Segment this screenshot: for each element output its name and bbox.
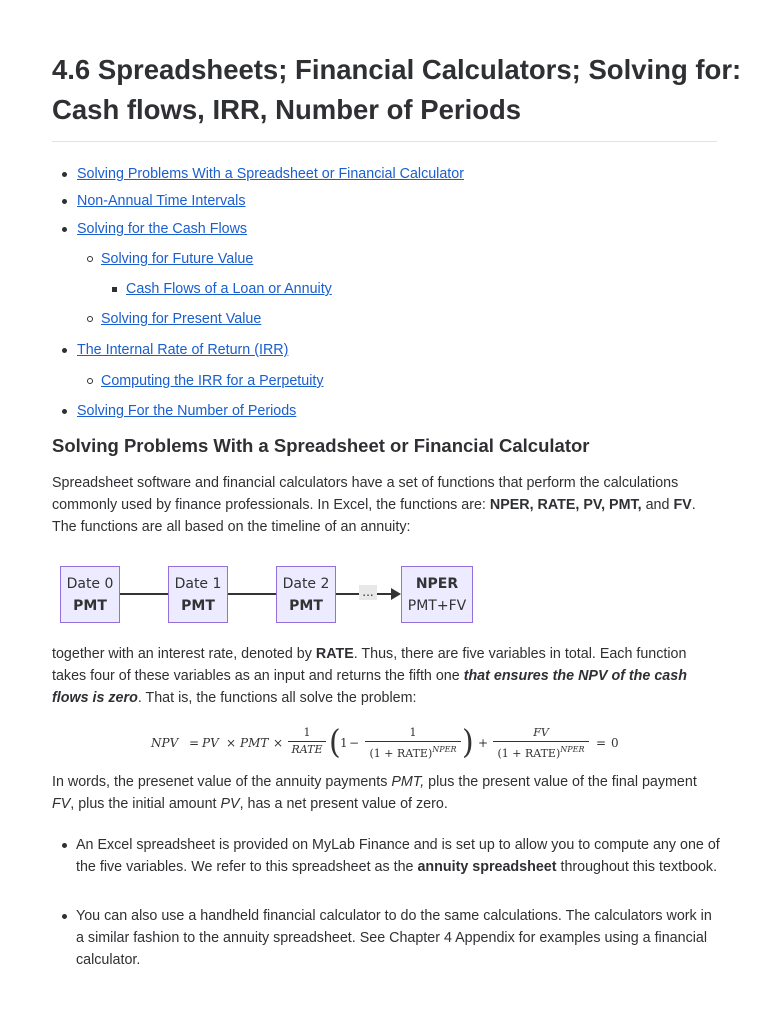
node-cashflow: PMT (73, 597, 107, 614)
eq-frac-fv (493, 726, 589, 761)
eq-one-plus-rate: (1 + RATE) (497, 747, 561, 760)
toc-item-cash-flows (77, 220, 247, 238)
rate-term: RATE (315, 646, 354, 662)
toc-item-number-of-periods (77, 402, 296, 420)
list-bold-term: annuity spreadsheet (417, 859, 557, 875)
eq-times: × (273, 736, 284, 750)
list-item-spreadsheet (76, 834, 721, 878)
timeline-node-date-1 (168, 566, 228, 623)
intro-text: and (641, 497, 674, 513)
para-text: plus the present value of the final payment (424, 774, 697, 790)
bullet-disc (62, 199, 67, 204)
toc-item-future-value (101, 250, 253, 268)
bullet-circle (87, 378, 93, 384)
timeline-edge (120, 593, 168, 595)
function-names: NPER, RATE, PV, PMT, (489, 497, 642, 513)
eq-nper-exponent: NPER (432, 745, 457, 754)
bullet-disc (62, 914, 67, 919)
toc-link[interactable]: Solving Problems With a Spreadsheet or Financial Calculator (77, 166, 464, 182)
node-label: Date 0 (66, 575, 114, 592)
toc-link[interactable]: Solving for Future Value (101, 251, 254, 267)
term-pv: PV (220, 796, 240, 812)
list-item-calculator (76, 905, 721, 971)
eq-open-paren: ( (329, 723, 341, 762)
node-cashflow: PMT (181, 597, 215, 614)
frac-bar (365, 741, 461, 742)
toc-link[interactable]: The Internal Rate of Return (IRR) (77, 342, 289, 358)
toc-item-spreadsheet (77, 165, 464, 183)
list-text: An Excel spreadsheet is provided on MyLab Finance and is set up to allow you to compute any one of the five variables. We refer to this spreadsheet as the (76, 837, 720, 875)
page-title: 4.6 Spreadsheets; Financial Calculators; Solving for: Cash flows, IRR, Number of Periods (52, 54, 742, 125)
frac-bar (493, 741, 589, 742)
timeline-node-date-0 (60, 566, 120, 623)
toc-link[interactable]: Solving for Present Value (101, 311, 262, 327)
title-divider (52, 141, 717, 142)
para-text: . Thus, there are five variables in total. Each function takes four of these variables as an input and returns the fifth one (52, 646, 687, 684)
frac-numerator: 1 (409, 726, 417, 739)
intro-paragraph (52, 472, 722, 538)
frac-numerator: 1 (303, 726, 311, 739)
explanation-paragraph (52, 771, 722, 815)
para-text: In words, the presenet value of the annuity payments (52, 774, 392, 790)
bullet-disc (62, 348, 67, 353)
eq-minus: − (349, 736, 360, 750)
intro-text: Spreadsheet software and financial calculators have a set of functions that perform the calculations commonly used by finance professionals. In Excel, the functions are: (52, 475, 679, 513)
bullet-circle (87, 316, 93, 322)
bullet-square (112, 287, 117, 292)
toc-link[interactable]: Solving For the Number of Periods (77, 403, 297, 419)
emphasis-text: that ensures the NPV of the cash flows is zero (52, 668, 687, 706)
toc-link[interactable]: Computing the IRR for a Perpetuity (101, 373, 324, 389)
para-text: . That is, the functions all solve the problem: (137, 690, 417, 706)
node-cashflow: PMT+FV (407, 597, 467, 614)
toc-item-irr-perpetuity (101, 372, 324, 390)
eq-equals: = (596, 736, 607, 750)
frac-denominator (365, 743, 461, 761)
timeline-node-date-2 (276, 566, 336, 623)
eq-one: 1 (340, 736, 348, 750)
node-label: Date 2 (282, 575, 330, 592)
bullet-disc (62, 409, 67, 414)
list-text: throughout this textbook. (556, 859, 718, 875)
frac-bar (288, 741, 326, 742)
node-label: Date 1 (174, 575, 222, 592)
bullet-circle (87, 256, 93, 262)
frac-denominator: RATE (291, 743, 323, 756)
eq-frac-1-over-rate (288, 726, 326, 757)
intro-text: . The functions are all based on the timeline of an annuity: (52, 497, 696, 535)
eq-zero: 0 (611, 736, 619, 750)
timeline-arrowhead (391, 588, 401, 600)
node-cashflow: PMT (289, 597, 323, 614)
term-pmt: PMT, (391, 774, 425, 790)
toc-item-present-value (101, 310, 261, 328)
para-text: together with an interest rate, denoted by (52, 646, 316, 662)
list-text: You can also use a handheld financial calculator to do the same calculations. The calculators work in a similar fashion to the annuity spreadsheet. See Chapter 4 Appendix for examples using a financial calculator. (76, 908, 712, 968)
variables-paragraph (52, 643, 722, 709)
eq-plus: + (478, 736, 489, 750)
section-heading: Solving Problems With a Spreadsheet or Financial Calculator (52, 435, 590, 456)
toc-item-irr (77, 341, 288, 359)
toc-item-non-annual (77, 192, 245, 210)
eq-equals: = (189, 736, 200, 750)
toc-link[interactable]: Solving for the Cash Flows (77, 221, 248, 237)
toc-link[interactable]: Non-Annual Time Intervals (77, 193, 246, 209)
term-fv: FV (52, 796, 71, 812)
eq-pv: PV (202, 736, 219, 750)
timeline-edge (228, 593, 276, 595)
eq-frac-discount (365, 726, 461, 761)
toc-link[interactable]: Cash Flows of a Loan or Annuity (126, 281, 332, 297)
eq-times: × (226, 736, 237, 750)
para-text: , plus the initial amount (70, 796, 221, 812)
eq-one-plus-rate: (1 + RATE) (369, 747, 433, 760)
frac-numerator: FV (533, 726, 549, 739)
toc-item-loan-annuity (126, 280, 332, 298)
node-label: NPER (415, 575, 459, 592)
bullet-disc (62, 843, 67, 848)
bullet-disc (62, 172, 67, 177)
eq-npv: NPV (151, 736, 179, 750)
frac-denominator (493, 743, 589, 761)
timeline-ellipsis: ... (359, 585, 377, 600)
eq-pmt: PMT (240, 736, 269, 750)
para-text: , has a net present value of zero. (239, 796, 448, 812)
eq-nper-exponent: NPER (560, 745, 585, 754)
timeline-node-nper (401, 566, 473, 623)
function-fv: FV (673, 497, 692, 513)
bullet-disc (62, 227, 67, 232)
eq-close-paren: ) (462, 723, 474, 762)
